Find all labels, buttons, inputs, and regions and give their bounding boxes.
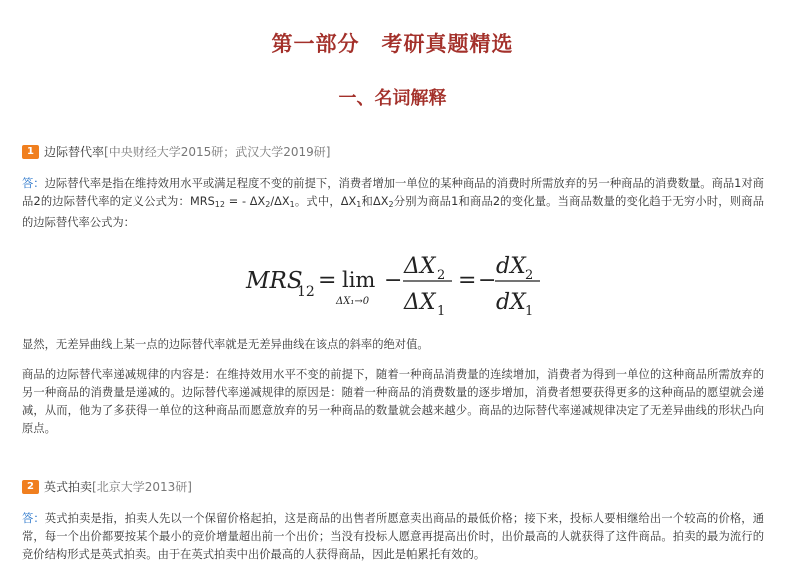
part-title: 第一部分 考研真题精选 [271, 32, 514, 56]
dx2-subscript: 2 [265, 200, 271, 209]
formula-lim-subscript: ΔX₁→0 [336, 296, 370, 307]
mrs-subscript: 12 [214, 200, 225, 209]
item-source: [北京大学2013研] [92, 480, 192, 494]
item-1-header [22, 144, 330, 160]
answer-text-part: 。式中，ΔX [294, 195, 357, 208]
item-number-badge: 1 [22, 145, 39, 159]
formula-minus: − [384, 268, 403, 293]
item-source: [中央财经大学2015研；武汉大学2019研] [104, 145, 331, 159]
fraction2-numerator: dX [496, 254, 526, 279]
mrs-limit-formula [0, 246, 785, 324]
formula-equals: = [318, 268, 337, 293]
formula-lhs-subscript: 12 [297, 284, 315, 300]
item-term: 英式拍卖 [44, 480, 93, 494]
answer-label: 答： [22, 177, 45, 190]
answer-text-part: 分别为商品1和商品2的变化量。当商品数量的变化趋于无穷小时，则商品的边际替代率公式为： [22, 195, 764, 229]
fraction1-denominator-subscript: 1 [437, 304, 446, 319]
answer-text-part: 边际替代率是指在维持效用水平或满足程度不变的前提下，消费者增加一单位的某种商品的消费时所需放弃的另一种商品的消费数量。商品1对商品2的边际替代率的定义公式为：MRS [22, 177, 764, 208]
fraction1-denominator: ΔX [404, 290, 436, 315]
item-1-answer [22, 175, 764, 232]
item-2-header [22, 479, 192, 495]
answer-text-part: /ΔX [270, 195, 290, 208]
section-title: 一、名词解释 [338, 88, 447, 109]
answer-text: 英式拍卖是指，拍卖人先以一个保留价格起拍，这是商品的出售者所愿意卖出商品的最低价格；接下来，投标人要相继给出一个较高的价格，通常，每一个出价都要按某个最小的竞价增量超出前一个出价；当没有投标人愿意再提高出价时，出价最高的人就获得了这件商品。拍卖的最为流行的竞价结构形式是英式拍卖。由于在英式拍卖中出价最高的人获得商品，因此是帕累托有效的。 [22, 512, 764, 561]
item-term: 边际替代率 [44, 145, 105, 159]
formula-lim: lim [342, 268, 376, 292]
item-number-badge: 2 [22, 480, 39, 494]
dx1-subscript: 1 [289, 200, 295, 209]
fraction1-numerator: ΔX [404, 254, 436, 279]
item-2-answer [22, 510, 764, 564]
dx1-subscript: 1 [356, 200, 362, 209]
formula-equals: = [458, 268, 477, 293]
answer-text-part: = - ΔX [224, 195, 266, 208]
item-1-paragraph-3: 商品的边际替代率递减规律的内容是：在维持效用水平不变的前提下，随着一种商品消费量的连续增加，消费者为得到一单位的这种商品所需放弃的另一种商品的消费量是递减的。边际替代率递减规律的原因是：随着一种商品的消费数量的逐步增加，消费者想要获得更多的这种商品的愿望就会递减，从而，他为了多获得一单位的这种商品而愿意放弃的另一种商品的数量就会越来越少。商品的边际替代率递减规律决定了无差异曲线的形状凸向原点。 [22, 368, 764, 435]
fraction1-numerator-subscript: 2 [437, 268, 446, 283]
fraction2-denominator-subscript: 1 [525, 304, 534, 319]
fraction2-numerator-subscript: 2 [525, 268, 534, 283]
answer-label: 答： [22, 512, 45, 525]
formula-minus: − [478, 268, 497, 293]
answer-text-part: 和ΔX [361, 195, 389, 208]
item-1-paragraph-2: 显然，无差异曲线上某一点的边际替代率就是无差异曲线在该点的斜率的绝对值。 [22, 338, 429, 351]
dx2-subscript: 2 [388, 200, 394, 209]
fraction2-denominator: dX [496, 290, 526, 315]
formula-lhs: MRS [246, 268, 303, 294]
